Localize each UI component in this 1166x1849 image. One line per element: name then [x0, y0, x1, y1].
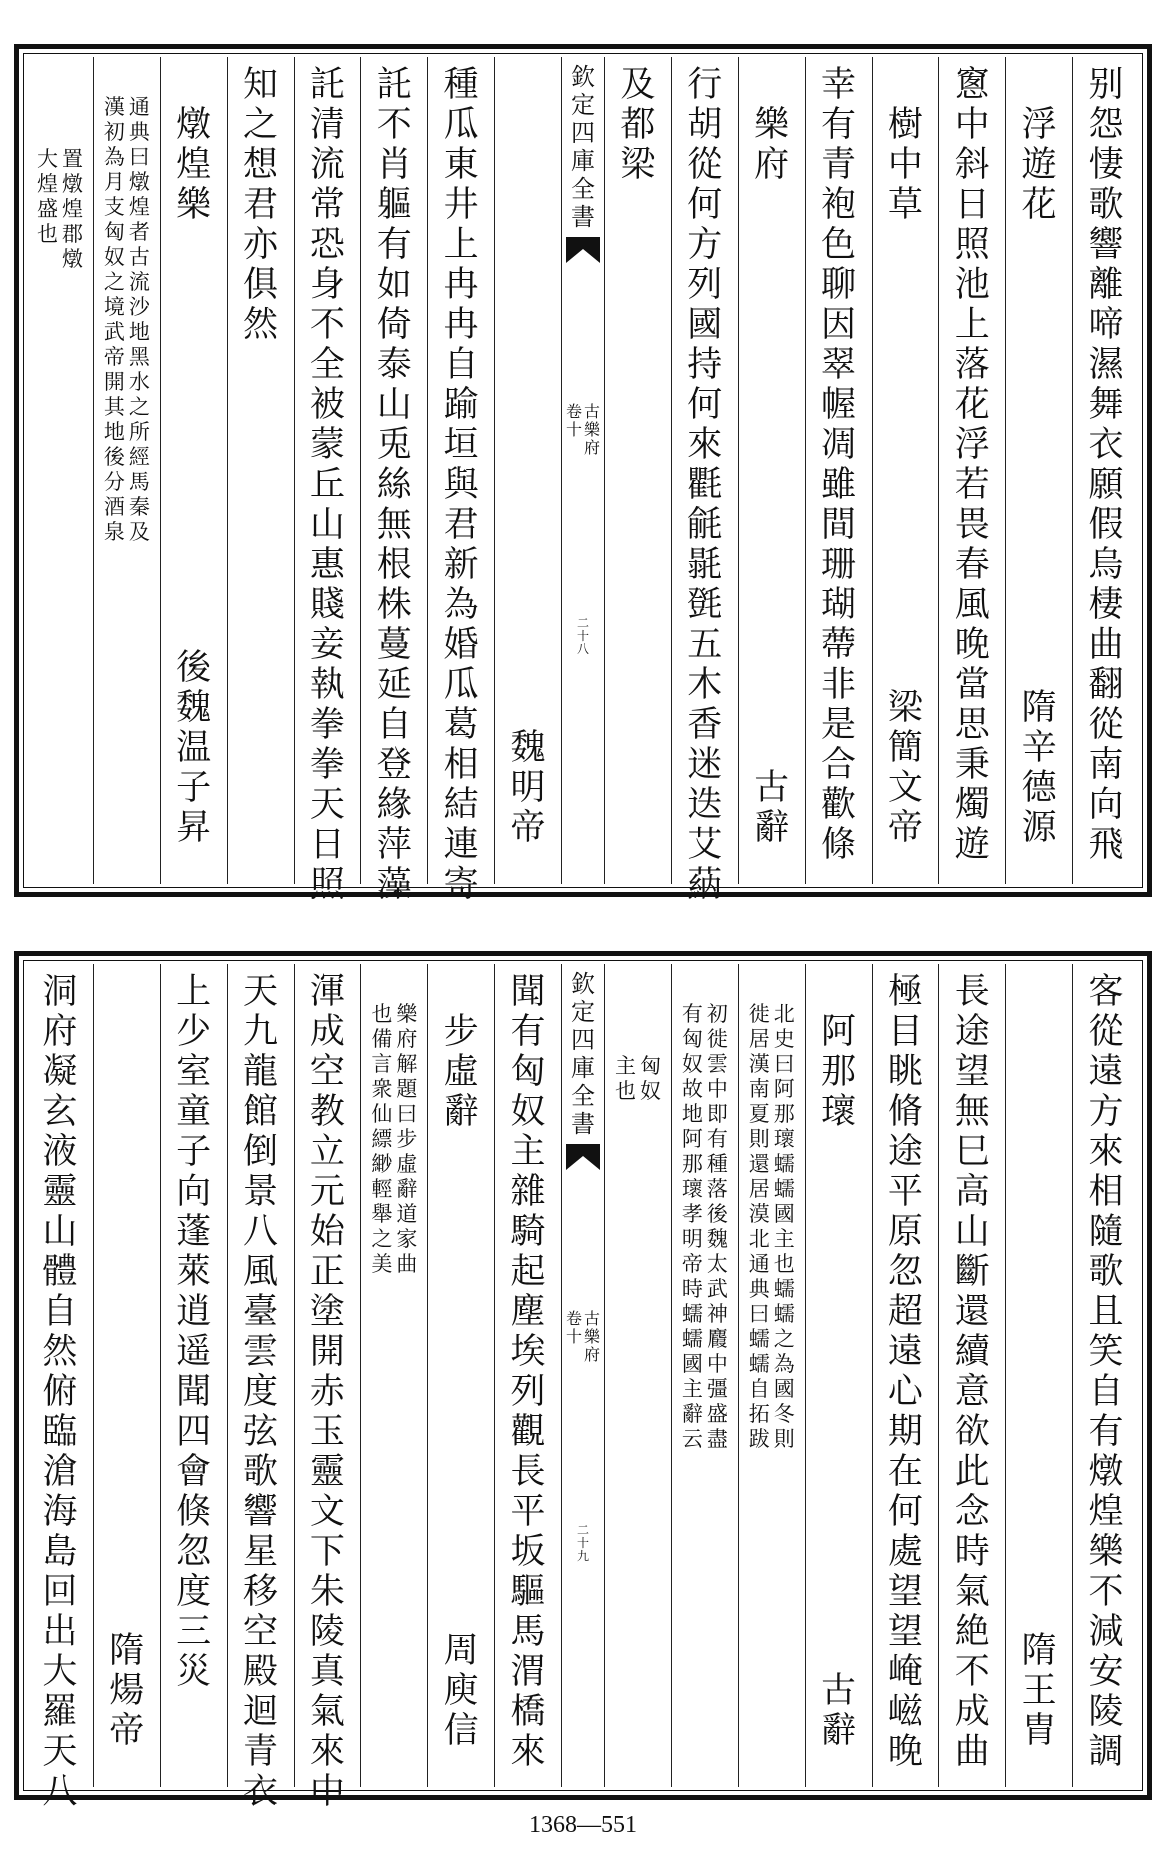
- text-column: [671, 57, 738, 905]
- center-spine: [561, 57, 604, 884]
- page-footer-number: 1368—551: [529, 1812, 637, 1838]
- annotation-line: 也 備 言 衆 仙 縹 緲 輕 舉 之 美: [371, 1002, 393, 1276]
- text-column: [494, 964, 561, 1787]
- text-column: [738, 57, 805, 884]
- annotation-column: [604, 964, 671, 1787]
- annotation-column: [671, 964, 738, 1787]
- author-attribution: 後 魏 温 子 昇: [176, 648, 212, 848]
- main-text: 樹 中 草: [887, 105, 923, 225]
- annotation-line: 大 煌 盛 也: [36, 147, 58, 246]
- spine-page-number: 二 十 九: [576, 1523, 590, 1563]
- main-text: 樂 府: [754, 105, 790, 185]
- text-column: [805, 964, 872, 1787]
- author-attribution: 隋 煬 帝: [109, 1631, 145, 1751]
- main-text: 天 九 龍 館 倒 景 八 風 臺 雲 度 弦 歌 響 星 移 空 殿 迴 青 衣: [243, 972, 279, 1812]
- main-text: 步 虛 辭: [443, 1012, 479, 1132]
- text-column: [1072, 57, 1139, 884]
- annotation-line: 北 史 曰 阿 那 瓌 蠕 蠕 國 主 也 蠕 蠕 之 為 國 冬 則: [773, 1002, 795, 1451]
- text-column: [227, 57, 294, 884]
- text-column: [27, 964, 93, 1812]
- main-text: 客 從 遠 方 來 相 隨 歌 且 笑 自 有 燉 煌 樂 不 減 安 陵 調: [1088, 972, 1124, 1772]
- spine-volume: 卷 十: [565, 402, 582, 439]
- annotation-line: 漢 初 為 月 支 匈 奴 之 境 武 帝 開 其 地 後 分 酒 泉: [103, 95, 125, 544]
- text-column: [872, 964, 939, 1787]
- annotation-line: 初 徙 雲 中 即 有 種 落 後 魏 太 武 神 麚 中 彊 盛 盡: [706, 1002, 728, 1451]
- main-text: 種 瓜 東 井 上 冉 冉 自 踰 垣 與 君 新 為 婚 瓜 葛 相 結 連 寄: [443, 65, 479, 905]
- annotation-column: [738, 964, 805, 1787]
- spine-title: 欽 定 四 庫 全 書: [566, 63, 600, 269]
- text-column: [805, 57, 872, 884]
- author-attribution: 梁 簡 文 帝: [887, 688, 923, 848]
- main-text: 及 都 梁: [620, 65, 656, 185]
- annotation-column: [93, 57, 160, 884]
- spine-page-number: 二 十 八: [576, 616, 590, 656]
- fish-tail-mark-icon: [566, 1144, 600, 1170]
- annotation-line: 置 燉 煌 郡 燉: [61, 147, 83, 271]
- main-text: 上 少 室 童 子 向 蓬 萊 逍 遥 聞 四 會 倏 忽 度 三 災: [176, 972, 212, 1692]
- main-text: 阿 那 瓌: [821, 1012, 857, 1132]
- main-text: 聞 有 匈 奴 主 雜 騎 起 塵 埃 列 觀 長 平 坂 驅 馬 渭 橋 來: [510, 972, 546, 1772]
- top-page: [14, 44, 1152, 905]
- text-column: [1005, 964, 1072, 1787]
- author-attribution: 古 辭: [754, 768, 790, 848]
- text-column: [93, 964, 160, 1787]
- main-text: 别 怨 悽 歌 響 離 啼 濕 舞 衣 願 假 烏 棲 曲 翻 從 南 向 飛: [1088, 65, 1124, 865]
- main-text: 託 清 流 常 恐 身 不 全 被 蒙 丘 山 惠 賤 妾 執 拳 拳 天 日 照: [309, 65, 345, 905]
- spine-book-volume: [565, 1304, 601, 1364]
- top-page-columns: [27, 57, 1139, 905]
- text-column: [294, 964, 361, 1812]
- bottom-page: [14, 951, 1152, 1812]
- text-column: [160, 964, 227, 1787]
- main-text: 渾 成 空 教 立 元 始 正 塗 開 赤 玉 靈 文 下 朱 陵 真 氣 來 中: [309, 972, 345, 1812]
- annotation-line: 徙 居 漢 南 夏 則 還 居 漠 北 通 典 曰 蠕 蠕 自 拓 跋: [748, 1002, 770, 1451]
- spine-book-volume: [565, 397, 601, 457]
- text-column: [427, 964, 494, 1787]
- main-text: 長 途 望 無 巳 高 山 斷 還 續 意 欲 此 念 時 氣 絶 不 成 曲: [954, 972, 990, 1772]
- text-column: [227, 964, 294, 1812]
- main-text: 行 胡 從 何 方 列 國 持 何 來 氍 毹 毾 㲪 五 木 香 迷 迭 艾 蒳: [687, 65, 723, 905]
- text-column: [1072, 964, 1139, 1787]
- main-text: 託 不 肖 軀 有 如 倚 泰 山 兎 絲 無 根 株 蔓 延 自 登 緣 萍 藻: [376, 65, 412, 905]
- main-text: 燉 煌 樂: [176, 105, 212, 225]
- text-column: [494, 57, 561, 884]
- fish-tail-mark-icon: [566, 237, 600, 263]
- main-text: 極 目 眺 脩 途 平 原 忽 超 遠 心 期 在 何 處 望 望 崦 嵫 晚: [887, 972, 923, 1772]
- text-column: [427, 57, 494, 905]
- annotation-line: 主 也: [614, 1054, 636, 1103]
- spine-book-title: 古 樂 府: [584, 1309, 601, 1364]
- author-attribution: 魏 明 帝: [510, 728, 546, 848]
- text-column: [604, 57, 671, 884]
- text-column: [938, 964, 1005, 1787]
- author-attribution: 周 庾 信: [443, 1631, 479, 1751]
- spine-title: 欽 定 四 庫 全 書: [566, 970, 600, 1176]
- spine-volume: 卷 十: [565, 1309, 582, 1346]
- main-text: 幸 有 青 袍 色 聊 因 翠 幄 凋 雖 間 珊 瑚 蔕 非 是 合 歡 條: [821, 65, 857, 865]
- annotation-line: 有 匈 奴 故 地 阿 那 瓌 孝 明 帝 時 蠕 蠕 國 主 辭 云: [681, 1002, 703, 1451]
- author-attribution: 古 辭: [821, 1671, 857, 1751]
- spine-book-title: 古 樂 府: [584, 402, 601, 457]
- annotation-column: [360, 964, 427, 1787]
- annotation-column: [27, 57, 93, 884]
- main-text: 浮 遊 花: [1021, 105, 1057, 225]
- author-attribution: 隋 王 胄: [1021, 1631, 1057, 1751]
- center-spine: [561, 964, 604, 1787]
- text-column: [160, 57, 227, 884]
- text-column: [938, 57, 1005, 884]
- main-text: 洞 府 凝 玄 液 靈 山 體 自 然 俯 臨 滄 海 島 回 出 大 羅 天 八: [42, 972, 78, 1812]
- author-attribution: 隋 辛 德 源: [1021, 688, 1057, 848]
- text-column: [872, 57, 939, 884]
- annotation-line: 通 典 曰 燉 煌 者 古 流 沙 地 黑 水 之 所 經 馬 秦 及: [128, 95, 150, 544]
- text-column: [294, 57, 361, 905]
- text-column: [360, 57, 427, 905]
- annotation-line: 樂 府 解 題 曰 步 虛 辭 道 家 曲: [396, 1002, 418, 1276]
- main-text: 知 之 想 君 亦 俱 然: [243, 65, 279, 345]
- bottom-page-columns: [27, 964, 1139, 1812]
- annotation-line: 匈 奴: [639, 1054, 661, 1103]
- text-column: [1005, 57, 1072, 884]
- main-text: 窻 中 斜 日 照 池 上 落 花 浮 若 畏 春 風 晚 當 思 秉 燭 遊: [954, 65, 990, 865]
